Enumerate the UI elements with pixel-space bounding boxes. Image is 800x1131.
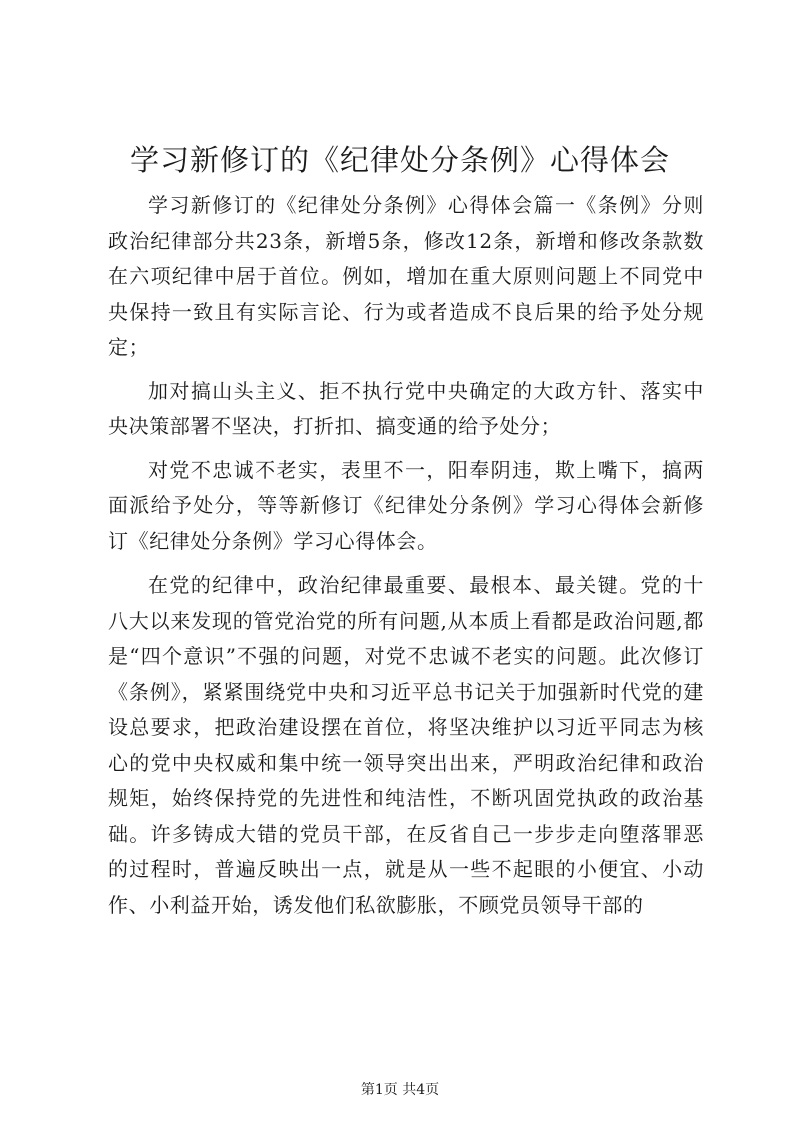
document-title: 学习新修订的《纪律处分条例》心得体会 (129, 143, 670, 177)
paragraph-3: 对党不忠诚不老实，表里不一，阳奉阴违，欺上嘴下，搞两面派给予处分，等等新修订《纪律处分条例》学习心得体会新修订《纪律处分条例》学习心得体会。 (108, 457, 704, 553)
paragraph-2: 加对搞山头主义、拒不执行党中央确定的大政方针、落实中央决策部署不坚决，打折扣、搞变通的给予处分； (108, 378, 704, 438)
page-footer: 第1页 共4页 (360, 1082, 440, 1098)
paragraph-1: 学习新修订的《纪律处分条例》心得体会篇一《条例》分则政治纪律部分共23条，新增5条，修改12条，新增和修改条款数在六项纪律中居于首位。例如，增加在重大原则问题上不同党中央保持一致且有实际言论、行为或者造成不良后果的给予处分规定； (108, 193, 704, 359)
document-body (108, 188, 704, 923)
paragraph-4: 在党的纪律中，政治纪律最重要、最根本、最关键。党的十八大以来发现的管党治党的所有问题,从本质上看都是政治问题,都是“四个意识”不强的问题，对党不忠诚不老实的问题。此次修订《条例》，紧紧围绕党中央和习近平总书记关于加强新时代党的建设总要求，把政治建设摆在首位，将坚决维护以习近平同志为核心的党中央权威和集中统一领导突出出来，严明政治纪律和政治规矩，始终保持党的先进性和纯洁性，不断巩固党执政的政治基础。许多铸成大错的党员干部，在反省自己一步步走向堕落罪恶的过程时，普遍反映出一点，就是从一些不起眼的小便宜、小动作、小利益开始，诱发他们私欲膨胀，不顾党员领导干部的 (108, 573, 704, 917)
